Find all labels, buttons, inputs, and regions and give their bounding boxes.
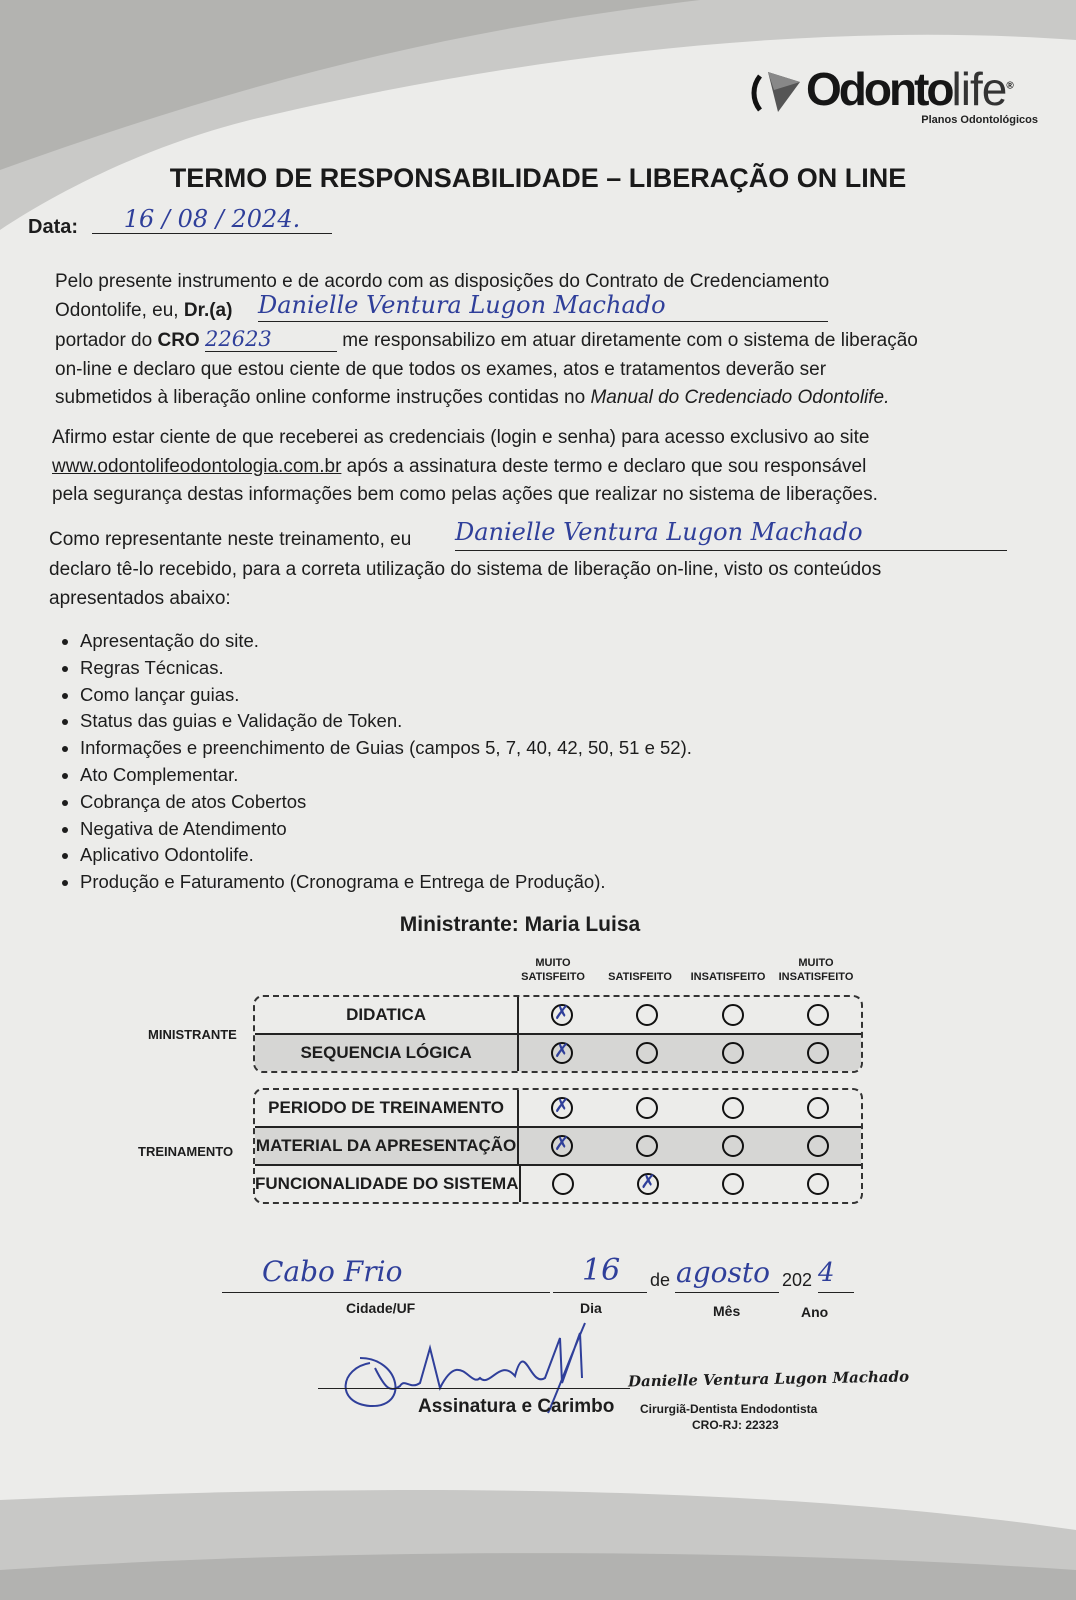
list-item: • Como lançar guias. xyxy=(80,682,692,709)
header-line xyxy=(683,956,773,970)
text-line: www.odontolifeodontologia.com.br após a assinatura deste termo e declaro que sou responsável xyxy=(52,455,867,477)
city-label: Cidade/UF xyxy=(346,1300,416,1316)
month-line xyxy=(675,1292,779,1293)
city-line xyxy=(222,1292,550,1293)
criterion-label: FUNCIONALIDADE DO SISTEMA xyxy=(255,1166,521,1202)
list-item: • Negativa de Atendimento xyxy=(80,816,692,843)
text-line: apresentados abaixo: xyxy=(49,587,231,609)
rating-cell xyxy=(519,1042,604,1064)
rating-cell xyxy=(605,1097,690,1119)
rating-cell xyxy=(690,1004,775,1026)
text-line: submetidos à liberação online conforme instruções contidas no Manual do Credenciado Odontolife. xyxy=(55,387,890,408)
year-prefix: 202 xyxy=(782,1270,813,1290)
rating-cell xyxy=(519,1004,604,1026)
doctor-name: Danielle Ventura Lugon Machado xyxy=(258,291,828,322)
rating-radio[interactable] xyxy=(636,1042,658,1064)
header-line: MUITO xyxy=(535,957,571,969)
rating-radio[interactable] xyxy=(722,1173,744,1195)
ministrante-heading: Ministrante: Maria Luisa xyxy=(399,913,641,936)
text-line: pela segurança destas informações bem como pelas ações que realizar no sistema de liberações. xyxy=(52,484,878,505)
rating-cell xyxy=(519,1135,604,1157)
rating-radio[interactable] xyxy=(807,1097,829,1119)
rating-radio[interactable] xyxy=(637,1173,659,1195)
rating-radio[interactable] xyxy=(807,1042,829,1064)
date-value: 16 / 08 / 2024. xyxy=(92,205,332,234)
paragraph-3 xyxy=(49,518,1069,613)
group-label: MINISTRANTE xyxy=(148,1027,237,1042)
rating-cell xyxy=(605,1042,690,1064)
rating-cell xyxy=(690,1042,775,1064)
list-item: • Status das guias e Validação de Token. xyxy=(80,708,692,735)
rating-radio[interactable] xyxy=(807,1173,829,1195)
header-line: SATISFEITO xyxy=(521,971,585,983)
website-link[interactable]: www.odontolifeodontologia.com.br xyxy=(52,455,342,477)
rating-row xyxy=(255,1128,861,1166)
rating-row xyxy=(255,1035,861,1071)
rating-cell xyxy=(521,1173,606,1195)
de-text: de xyxy=(650,1270,671,1290)
rating-radio[interactable] xyxy=(551,1135,573,1157)
year-label: Ano xyxy=(801,1304,829,1320)
rating-cell xyxy=(776,1042,861,1064)
rating-column-header xyxy=(595,956,685,984)
text-line: declaro tê-lo recebido, para a correta utilização do sistema de liberação on-line, visto os conteúdos xyxy=(49,559,882,580)
rating-cell xyxy=(606,1173,691,1195)
list-item: • Aplicativo Odontolife. xyxy=(80,842,692,869)
rating-cell xyxy=(519,1097,604,1119)
text-line: Afirmo estar ciente de que receberei as credenciais (login e senha) para acesso exclusivo ao site xyxy=(52,427,870,448)
day-line xyxy=(553,1292,647,1293)
odontolife-logo xyxy=(748,62,1048,132)
rating-cell xyxy=(776,1004,861,1026)
rating-group-0 xyxy=(253,995,863,1073)
header-line: MUITO xyxy=(798,957,834,969)
header-line xyxy=(595,956,685,970)
rating-radio[interactable] xyxy=(636,1135,658,1157)
rating-group-1 xyxy=(253,1088,863,1204)
logo-subtitle: Planos Odontológicos xyxy=(921,114,1038,126)
rating-column-header xyxy=(683,956,773,984)
rating-radio[interactable] xyxy=(636,1097,658,1119)
rating-radio[interactable] xyxy=(551,1097,573,1119)
text-line: Pelo presente instrumento e de acordo com as disposições do Contrato de Credenciamento xyxy=(55,271,830,292)
rating-cell xyxy=(776,1135,861,1157)
text-line: portador do CRO 22623 me responsabilizo em atuar diretamente com o sistema de liberação xyxy=(55,327,918,351)
text-line: Como representante neste treinamento, eu Danielle Ventura Lugon Machado xyxy=(49,526,1069,556)
month-value: agosto xyxy=(676,1256,770,1289)
representative-name: Danielle Ventura Lugon Machado xyxy=(455,518,1007,551)
criterion-label: MATERIAL DA APRESENTAÇÃO xyxy=(255,1128,519,1164)
rating-row xyxy=(255,1090,861,1128)
rating-cell xyxy=(605,1135,690,1157)
rating-cell xyxy=(605,1004,690,1026)
paragraph-2 xyxy=(52,424,1062,510)
stamp-cro: CRO-RJ: 22323 xyxy=(692,1418,779,1432)
criterion-label: DIDATICA xyxy=(255,997,519,1033)
rating-cell xyxy=(776,1097,861,1119)
list-item: • Produção e Faturamento (Cronograma e Entrega de Produção). xyxy=(80,869,692,896)
list-item: • Regras Técnicas. xyxy=(80,655,692,682)
stamp-name: Danielle Ventura Lugon Machado xyxy=(627,1367,910,1391)
rating-radio[interactable] xyxy=(807,1135,829,1157)
header-line: SATISFEITO xyxy=(608,971,672,983)
rating-radio[interactable] xyxy=(722,1097,744,1119)
rating-column-header xyxy=(771,956,861,984)
signature-label: Assinatura e Carimbo xyxy=(418,1396,615,1417)
month-label: Mês xyxy=(713,1303,741,1319)
rating-cell xyxy=(691,1173,776,1195)
rating-radio[interactable] xyxy=(551,1042,573,1064)
rating-cell xyxy=(690,1135,775,1157)
date-label: Data: xyxy=(28,216,79,238)
rating-radio[interactable] xyxy=(551,1004,573,1026)
rating-radio[interactable] xyxy=(722,1042,744,1064)
stamp-title: Cirurgiã-Dentista Endodontista xyxy=(640,1402,818,1416)
criterion-label: SEQUENCIA LÓGICA xyxy=(255,1035,519,1071)
rating-radio[interactable] xyxy=(552,1173,574,1195)
rating-cell xyxy=(690,1097,775,1119)
document-title: TERMO DE RESPONSABILIDADE – LIBERAÇÃO ON LINE xyxy=(169,163,907,193)
rating-row xyxy=(255,997,861,1035)
rating-radio[interactable] xyxy=(807,1004,829,1026)
header-line: INSATISFEITO xyxy=(778,971,854,983)
city-value: Cabo Frio xyxy=(262,1255,403,1288)
rating-radio[interactable] xyxy=(722,1135,744,1157)
contents-list xyxy=(58,628,692,896)
list-item: • Ato Complementar. xyxy=(80,762,692,789)
rating-cell xyxy=(776,1173,861,1195)
rating-column-header xyxy=(508,956,598,984)
logo-wordmark: Odontolife® xyxy=(806,63,1011,115)
paragraph-1 xyxy=(55,268,1055,413)
cro-number: 22623 xyxy=(205,325,337,352)
list-item: • Informações e preenchimento de Guias (campos 5, 7, 40, 42, 50, 51 e 52). xyxy=(80,735,692,762)
rating-radio[interactable] xyxy=(636,1004,658,1026)
list-item: • Cobrança de atos Cobertos xyxy=(80,789,692,816)
year-suffix: 4 xyxy=(818,1258,854,1293)
logo-mark-icon xyxy=(748,68,804,118)
day-value: 16 xyxy=(582,1253,621,1288)
text-line: Odontolife, eu, Dr.(a) Danielle Ventura Lugon Machado xyxy=(55,297,1055,326)
rating-row xyxy=(255,1166,861,1202)
list-item: • Apresentação do site. xyxy=(80,628,692,655)
criterion-label: PERIODO DE TREINAMENTO xyxy=(255,1090,519,1126)
header-line: INSATISFEITO xyxy=(690,971,766,983)
signature-line xyxy=(318,1388,630,1389)
rating-radio[interactable] xyxy=(722,1004,744,1026)
text-line: on-line e declaro que estou ciente de que todos os exames, atos e tratamentos deverão ser xyxy=(55,358,827,380)
day-label: Dia xyxy=(580,1300,602,1316)
group-label: TREINAMENTO xyxy=(138,1144,234,1159)
